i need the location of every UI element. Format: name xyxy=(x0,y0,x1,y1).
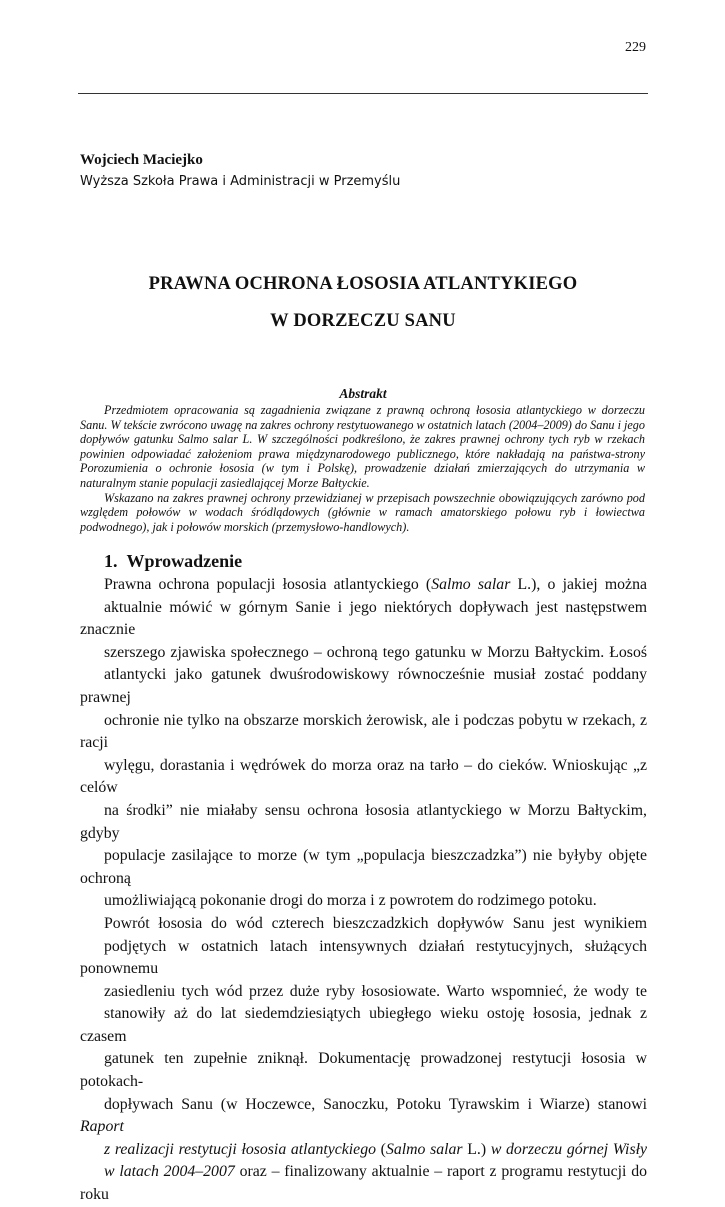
body-paragraph-2 xyxy=(80,913,647,1207)
abstract-paragraph-1: Przedmiotem opracowania są zagadnienia związane z prawną ochroną łososia atlantyckiego w dorzeczu Sanu. W tekście zwrócono uwagę na zakres ochrony restytuowanego w ostatnich latach (2004–2009) do Sanu i jego dopływów gatunku Salmo salar L. W szczególności podkreślono, że zakres prawnej ochrony tych ryb w rzekach powinien odpowiadać założeniom prawa międzynarodowego publicznego, które nakładają na państwa-strony Porozumienia o ochronie łososia (w tym i Polskę), prowadzenie działań zmierzających do utrzymania w naturalnym stanie populacji zasiedlającej Morze Bałtyckie. xyxy=(80,403,645,490)
body-line: gatunek ten zupełnie zniknął. Dokumentację prowadzonej restytucji łososia w potokach- xyxy=(80,1050,647,1091)
body-line: ochronie nie tylko na obszarze morskich żerowisk, ale i podczas pobytu w rzekach, z racji xyxy=(80,711,647,752)
body-line: zasiedleniu tych wód przez duże ryby łososiowate. Warto wspomnieć, że wody te xyxy=(104,982,647,1000)
title-line-1: PRAWNA OCHRONA ŁOSOSIA ATLANTYKIEGO xyxy=(148,274,578,294)
body-line: populacje zasilające to morze (w tym „populacja bieszczadzka”) nie byłyby objęte ochroną xyxy=(80,847,647,887)
abstract-heading: Abstrakt xyxy=(339,386,387,401)
body-line: podjętych w ostatnich latach intensywnych działań restytucyjnych, służących ponownemu xyxy=(80,937,647,978)
body-line: umożliwiającą pokonanie drogi do morza i z powrotem do rodzimego potoku. xyxy=(104,892,597,910)
section-heading xyxy=(104,551,242,572)
author-affiliation: Wyższa Szkoła Prawa i Administracji w Przemyślu xyxy=(80,174,401,189)
abstract-paragraph-2: Wskazano na zakres prawnej ochrony przewidzianej w przepisach powszechnie obowiązujących zarówno pod względem połowów w wodach śródlądowych (głównie w ramach amatorskiego połowu ryb i łowiectwa podwodnego), jak i połowów morskich (przemysłowo-handlowych). xyxy=(80,490,645,534)
body-paragraph-1 xyxy=(80,574,647,913)
body-line: w latach 2004–2007 oraz – finalizowany aktualnie – raport z programu restytucji do roku xyxy=(80,1163,647,1204)
body-line: aktualnie mówić w górnym Sanie i jego niektórych dopływach jest następstwem znacznie xyxy=(80,598,647,639)
body-line: atlantycki jako gatunek dwuśrodowiskowy równocześnie musiał zostać poddany prawnej xyxy=(80,666,647,706)
section-number: 1. xyxy=(104,551,118,571)
body-line: Prawna ochrona populacji łososia atlantyckiego (Salmo salar L.), o jakiej można xyxy=(104,576,647,593)
abstract-body xyxy=(80,403,645,534)
body-line: szerszego zjawiska społecznego – ochroną tego gatunku w Morzu Bałtyckim. Łosoś xyxy=(104,643,647,661)
body-line: dopływach Sanu (w Hoczewce, Sanoczku, Potoku Tyrawskim i Wiarze) stanowi Raport xyxy=(80,1095,647,1136)
author-name: Wojciech Maciejko xyxy=(80,152,203,168)
body-line: na środki” nie miałaby sensu ochrona łososia atlantyckiego w Morzu Bałtyckim, gdyby xyxy=(80,801,647,842)
body-line: Powrót łososia do wód czterech bieszczadzkich dopływów Sanu jest wynikiem xyxy=(104,914,647,932)
section-title: Wprowadzenie xyxy=(126,551,243,571)
body-line: stanowiły aż do lat siedemdziesiątych ubiegłego wieku ostoję łososia, jednak z czasem xyxy=(80,1005,647,1045)
header-rule xyxy=(78,93,648,94)
body-line: wylęgu, dorastania i wędrówek do morza oraz na tarło – do cieków. Wnioskując „z celów xyxy=(80,756,647,797)
title-line-2: W DORZECZU SANU xyxy=(270,311,456,331)
body-line: z realizacji restytucji łososia atlantyckiego (Salmo salar L.) w dorzeczu górnej Wisły xyxy=(104,1140,647,1158)
body-text xyxy=(80,574,647,1207)
page-number: 229 xyxy=(625,40,646,55)
